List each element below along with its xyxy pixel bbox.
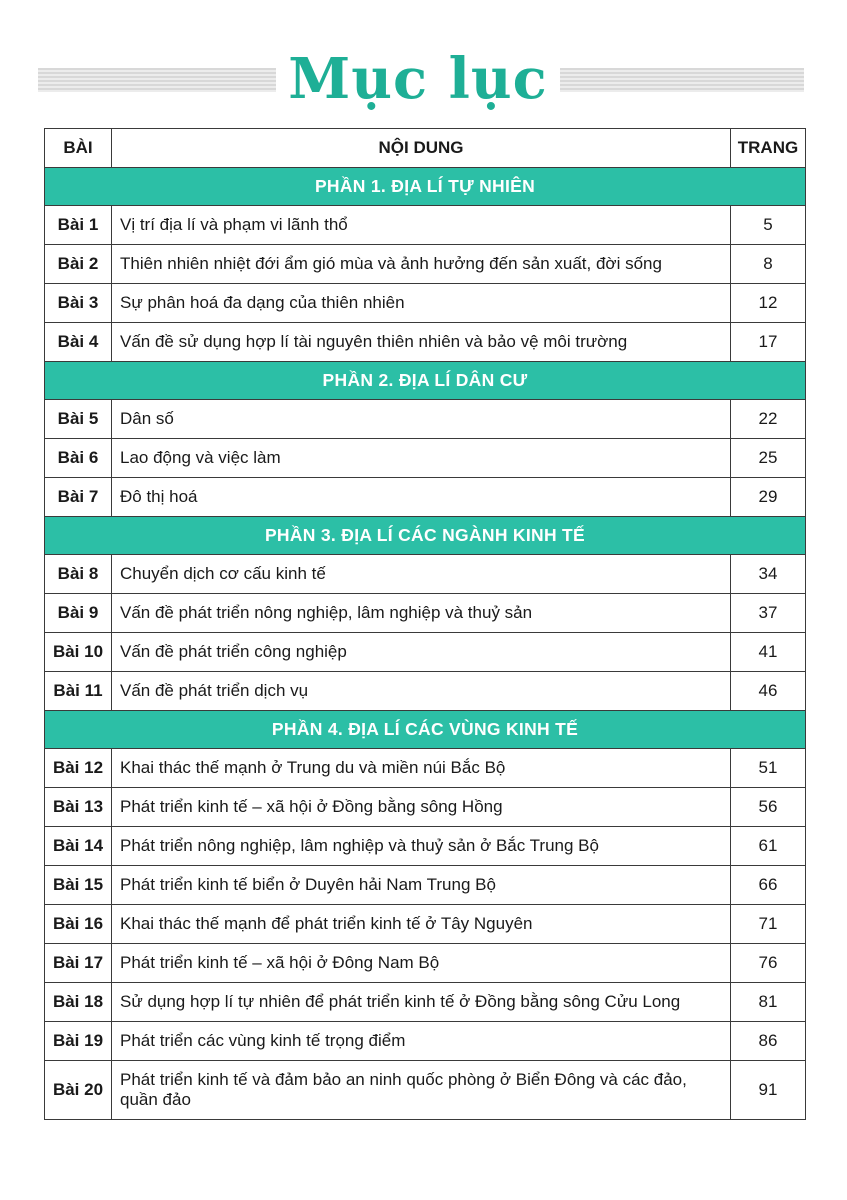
lesson-title: Phát triển kinh tế – xã hội ở Đồng bằng sông Hồng — [112, 788, 731, 827]
lesson-page-number: 17 — [731, 323, 806, 362]
lesson-title: Vấn đề sử dụng hợp lí tài nguyên thiên nhiên và bảo vệ môi trường — [112, 323, 731, 362]
section-header-row — [45, 517, 806, 555]
lesson-page-number: 41 — [731, 633, 806, 672]
toc-entry-row[interactable] — [45, 827, 806, 866]
lesson-number: Bài 17 — [45, 944, 112, 983]
section-header-row — [45, 168, 806, 206]
decorative-stripe-right — [560, 68, 804, 92]
lesson-number: Bài 11 — [45, 672, 112, 711]
column-header-lesson: BÀI — [45, 129, 112, 168]
lesson-page-number: 22 — [731, 400, 806, 439]
lesson-number: Bài 20 — [45, 1061, 112, 1120]
lesson-page-number: 71 — [731, 905, 806, 944]
lesson-number: Bài 16 — [45, 905, 112, 944]
lesson-title: Dân số — [112, 400, 731, 439]
lesson-page-number: 12 — [731, 284, 806, 323]
lesson-title: Sự phân hoá đa dạng của thiên nhiên — [112, 284, 731, 323]
lesson-page-number: 81 — [731, 983, 806, 1022]
lesson-number: Bài 10 — [45, 633, 112, 672]
lesson-title: Vấn đề phát triển dịch vụ — [112, 672, 731, 711]
lesson-page-number: 76 — [731, 944, 806, 983]
lesson-page-number: 46 — [731, 672, 806, 711]
lesson-title: Đô thị hoá — [112, 478, 731, 517]
table-of-contents — [44, 128, 806, 1120]
lesson-page-number: 61 — [731, 827, 806, 866]
lesson-page-number: 86 — [731, 1022, 806, 1061]
lesson-page-number: 8 — [731, 245, 806, 284]
section-header-row — [45, 362, 806, 400]
toc-entry-row[interactable] — [45, 1061, 806, 1120]
lesson-page-number: 29 — [731, 478, 806, 517]
section-header-row — [45, 711, 806, 749]
section-heading: PHẦN 4. ĐỊA LÍ CÁC VÙNG KINH TẾ — [45, 711, 806, 749]
lesson-title: Phát triển nông nghiệp, lâm nghiệp và thuỷ sản ở Bắc Trung Bộ — [112, 827, 731, 866]
title-band — [0, 40, 847, 120]
lesson-title: Khai thác thế mạnh để phát triển kinh tế ở Tây Nguyên — [112, 905, 731, 944]
lesson-title: Vị trí địa lí và phạm vi lãnh thổ — [112, 206, 731, 245]
lesson-title: Phát triển các vùng kinh tế trọng điểm — [112, 1022, 731, 1061]
toc-entry-row[interactable] — [45, 400, 806, 439]
page-title: Mục lục — [288, 46, 548, 112]
lesson-page-number: 25 — [731, 439, 806, 478]
toc-entry-row[interactable] — [45, 788, 806, 827]
lesson-number: Bài 4 — [45, 323, 112, 362]
decorative-stripe-left — [38, 68, 276, 92]
lesson-number: Bài 6 — [45, 439, 112, 478]
lesson-number: Bài 12 — [45, 749, 112, 788]
toc-entry-row[interactable] — [45, 1022, 806, 1061]
lesson-number: Bài 2 — [45, 245, 112, 284]
toc-entry-row[interactable] — [45, 749, 806, 788]
column-header-content: NỘI DUNG — [112, 129, 731, 168]
column-header-page: TRANG — [731, 129, 806, 168]
lesson-page-number: 51 — [731, 749, 806, 788]
table-body — [45, 168, 806, 1120]
toc-entry-row[interactable] — [45, 323, 806, 362]
toc-entry-row[interactable] — [45, 478, 806, 517]
toc-entry-row[interactable] — [45, 944, 806, 983]
lesson-page-number: 37 — [731, 594, 806, 633]
lesson-number: Bài 3 — [45, 284, 112, 323]
toc-entry-row[interactable] — [45, 245, 806, 284]
toc-entry-row[interactable] — [45, 983, 806, 1022]
toc-entry-row[interactable] — [45, 633, 806, 672]
lesson-number: Bài 19 — [45, 1022, 112, 1061]
lesson-number: Bài 15 — [45, 866, 112, 905]
lesson-title: Chuyển dịch cơ cấu kinh tế — [112, 555, 731, 594]
lesson-title: Lao động và việc làm — [112, 439, 731, 478]
lesson-number: Bài 8 — [45, 555, 112, 594]
lesson-page-number: 34 — [731, 555, 806, 594]
toc-entry-row[interactable] — [45, 594, 806, 633]
section-heading: PHẦN 2. ĐỊA LÍ DÂN CƯ — [45, 362, 806, 400]
lesson-title: Vấn đề phát triển nông nghiệp, lâm nghiệp và thuỷ sản — [112, 594, 731, 633]
lesson-title: Sử dụng hợp lí tự nhiên để phát triển kinh tế ở Đồng bằng sông Cửu Long — [112, 983, 731, 1022]
section-heading: PHẦN 1. ĐỊA LÍ TỰ NHIÊN — [45, 168, 806, 206]
toc-entry-row[interactable] — [45, 555, 806, 594]
lesson-number: Bài 5 — [45, 400, 112, 439]
lesson-title: Phát triển kinh tế và đảm bảo an ninh quốc phòng ở Biển Đông và các đảo, quần đảo — [112, 1061, 731, 1120]
lesson-page-number: 91 — [731, 1061, 806, 1120]
lesson-number: Bài 13 — [45, 788, 112, 827]
lesson-page-number: 5 — [731, 206, 806, 245]
lesson-number: Bài 7 — [45, 478, 112, 517]
toc-entry-row[interactable] — [45, 905, 806, 944]
section-heading: PHẦN 3. ĐỊA LÍ CÁC NGÀNH KINH TẾ — [45, 517, 806, 555]
lesson-page-number: 56 — [731, 788, 806, 827]
lesson-title: Phát triển kinh tế biển ở Duyên hải Nam Trung Bộ — [112, 866, 731, 905]
table-header-row — [45, 129, 806, 168]
lesson-title: Phát triển kinh tế – xã hội ở Đông Nam Bộ — [112, 944, 731, 983]
toc-entry-row[interactable] — [45, 439, 806, 478]
toc-entry-row[interactable] — [45, 866, 806, 905]
lesson-number: Bài 1 — [45, 206, 112, 245]
toc-entry-row[interactable] — [45, 284, 806, 323]
toc-entry-row[interactable] — [45, 672, 806, 711]
toc-entry-row[interactable] — [45, 206, 806, 245]
lesson-number: Bài 18 — [45, 983, 112, 1022]
lesson-title: Thiên nhiên nhiệt đới ẩm gió mùa và ảnh hưởng đến sản xuất, đời sống — [112, 245, 731, 284]
lesson-number: Bài 14 — [45, 827, 112, 866]
lesson-number: Bài 9 — [45, 594, 112, 633]
lesson-title: Vấn đề phát triển công nghiệp — [112, 633, 731, 672]
lesson-title: Khai thác thế mạnh ở Trung du và miền núi Bắc Bộ — [112, 749, 731, 788]
lesson-page-number: 66 — [731, 866, 806, 905]
